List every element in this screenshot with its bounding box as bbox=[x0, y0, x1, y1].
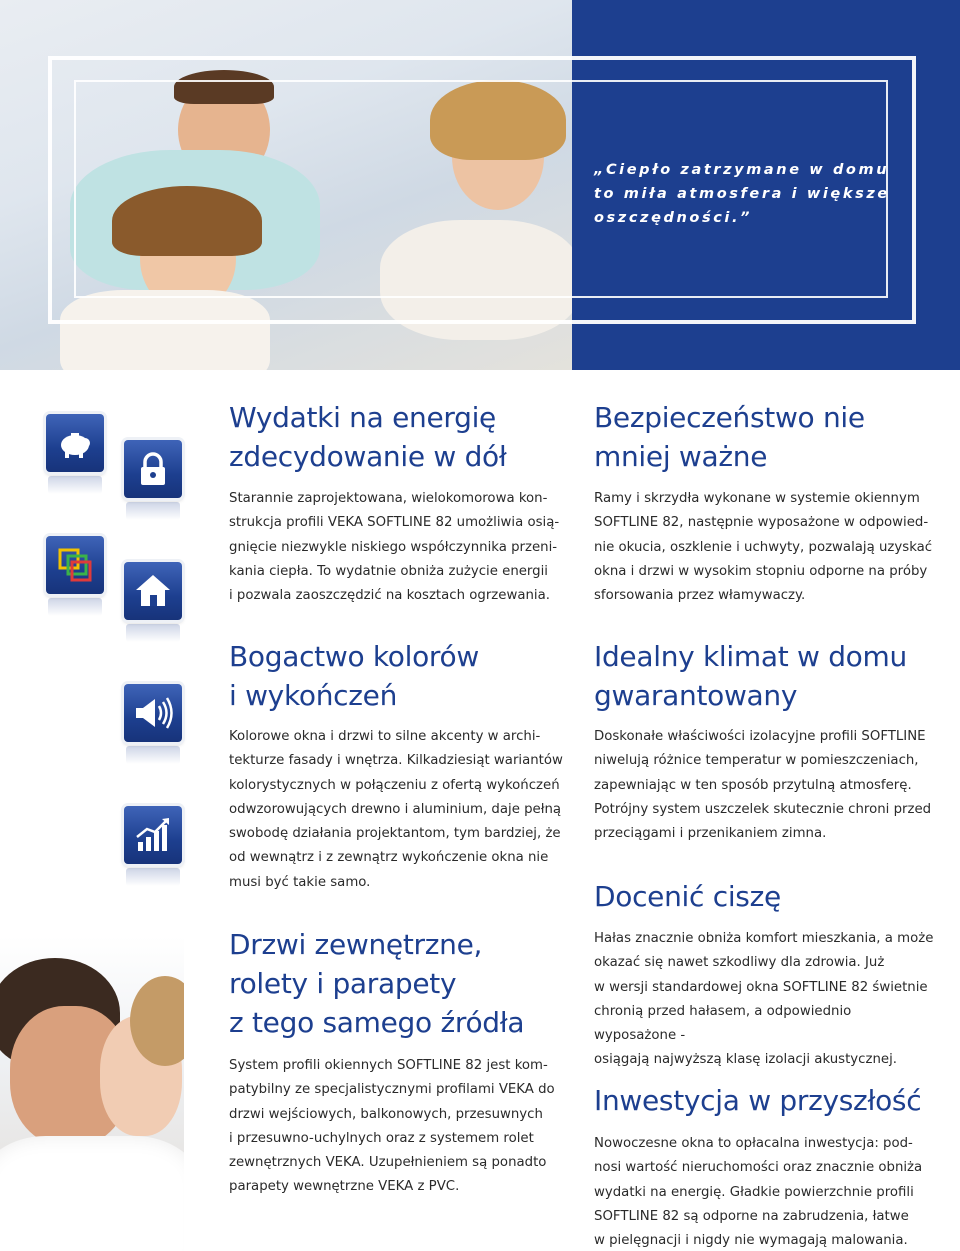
heading-colors-finishes: Bogactwo kolorów i wykończeń bbox=[229, 640, 479, 712]
hero-quote: „Ciepło zatrzymane w domu to miła atmosfera i większe oszczędności.” bbox=[594, 162, 890, 226]
heading-silence: Docenić ciszę bbox=[594, 880, 781, 913]
heading-climate: Idealny klimat w domu gwarantowany bbox=[594, 640, 907, 712]
color-squares-icon bbox=[46, 536, 104, 594]
heading-security: Bezpieczeństwo nie mniej ważne bbox=[594, 401, 865, 473]
father-shirt bbox=[0, 1136, 184, 1251]
heading-investment: Inwestycja w przyszłość bbox=[594, 1084, 922, 1117]
growth-chart-icon bbox=[124, 806, 182, 864]
body-security: Ramy i skrzydła wykonane w systemie okiennym SOFTLINE 82, następnie wyposażone w odpowied- nie okucia, oszklenie i uchwyty, pozwalają uzyskać okna i drzwi w wysokim stopniu odporne na próby sforsowania przez włamywaczy. bbox=[594, 491, 933, 604]
body-colors-finishes: Kolorowe okna i drzwi to silne akcenty w archi- tekturze fasady i wnętrza. Kilkadziesiąt wariantów kolorystycznych w połączeniu z ofertą wykończeń odwzorowujących drewno i aluminium, daje pełną swobodę działania projektantom, tym bardziej, że od wewnątrz i z zewnątrz wykończenie okna nie musi być takie samo. bbox=[229, 729, 563, 890]
speaker-icon bbox=[124, 684, 182, 742]
body-silence: Hałas znacznie obniża komfort mieszkania, a może okazać się nawet szkodliwy dla zdrowia. Już w wersji standardowej okna SOFTLINE 82 świetnie chronią przed hałasem, a odpowiednio wyposażone - osiągają najwyższą klasę izolacji akustycznej. bbox=[594, 931, 934, 1068]
heading-energy-savings: Wydatki na energię zdecydowanie w dół bbox=[229, 401, 507, 473]
house-icon bbox=[124, 562, 182, 620]
heading-doors-shutters: Drzwi zewnętrzne, rolety i parapety z tego samego źródła bbox=[229, 928, 525, 1039]
father-daughter-photo bbox=[0, 936, 184, 1251]
body-climate: Doskonałe właściwości izolacyjne profili SOFTLINE niwelują różnice temperatur w pomieszczeniach, zapewniając w ten sposób przytulną atmosferę. Potrójny system uszczelek skutecznie chroni przed przeciągami i przenikaniem zimna. bbox=[594, 729, 932, 842]
hero-banner bbox=[0, 0, 960, 370]
body-energy-savings: Starannie zaprojektowana, wielokomorowa kon- strukcja profili VEKA SOFTLINE 82 umożliwia osią- gnięcie niezwykle niskiego współczynnika przeni- kania ciepła. To wydatnie obniża zużycie energii i pozwala zaoszczędzić na kosztach ogrzewania. bbox=[229, 491, 560, 604]
body-doors-shutters: System profili okiennych SOFTLINE 82 jest kom- patybilny ze specjalistycznymi profilami VEKA do drzwi wejściowych, balkonowych, przesuwnych i przesuwno-uchylnych oraz z systemem rolet zewnętrznych VEKA. Uzupełnieniem są ponadto parapety wewnętrzne VEKA z PVC. bbox=[229, 1058, 555, 1195]
lock-icon bbox=[124, 440, 182, 498]
body-investment: Nowoczesne okna to opłacalna inwestycja: pod- nosi wartość nieruchomości oraz znacznie obniża wydatki na energię. Gładkie powierzchnie profili SOFTLINE 82 są odporne na zabrudzenia, łatwe w pielęgnacji i nigdy nie wymagają malowania. bbox=[594, 1136, 923, 1249]
piggy-bank-icon bbox=[46, 414, 104, 472]
